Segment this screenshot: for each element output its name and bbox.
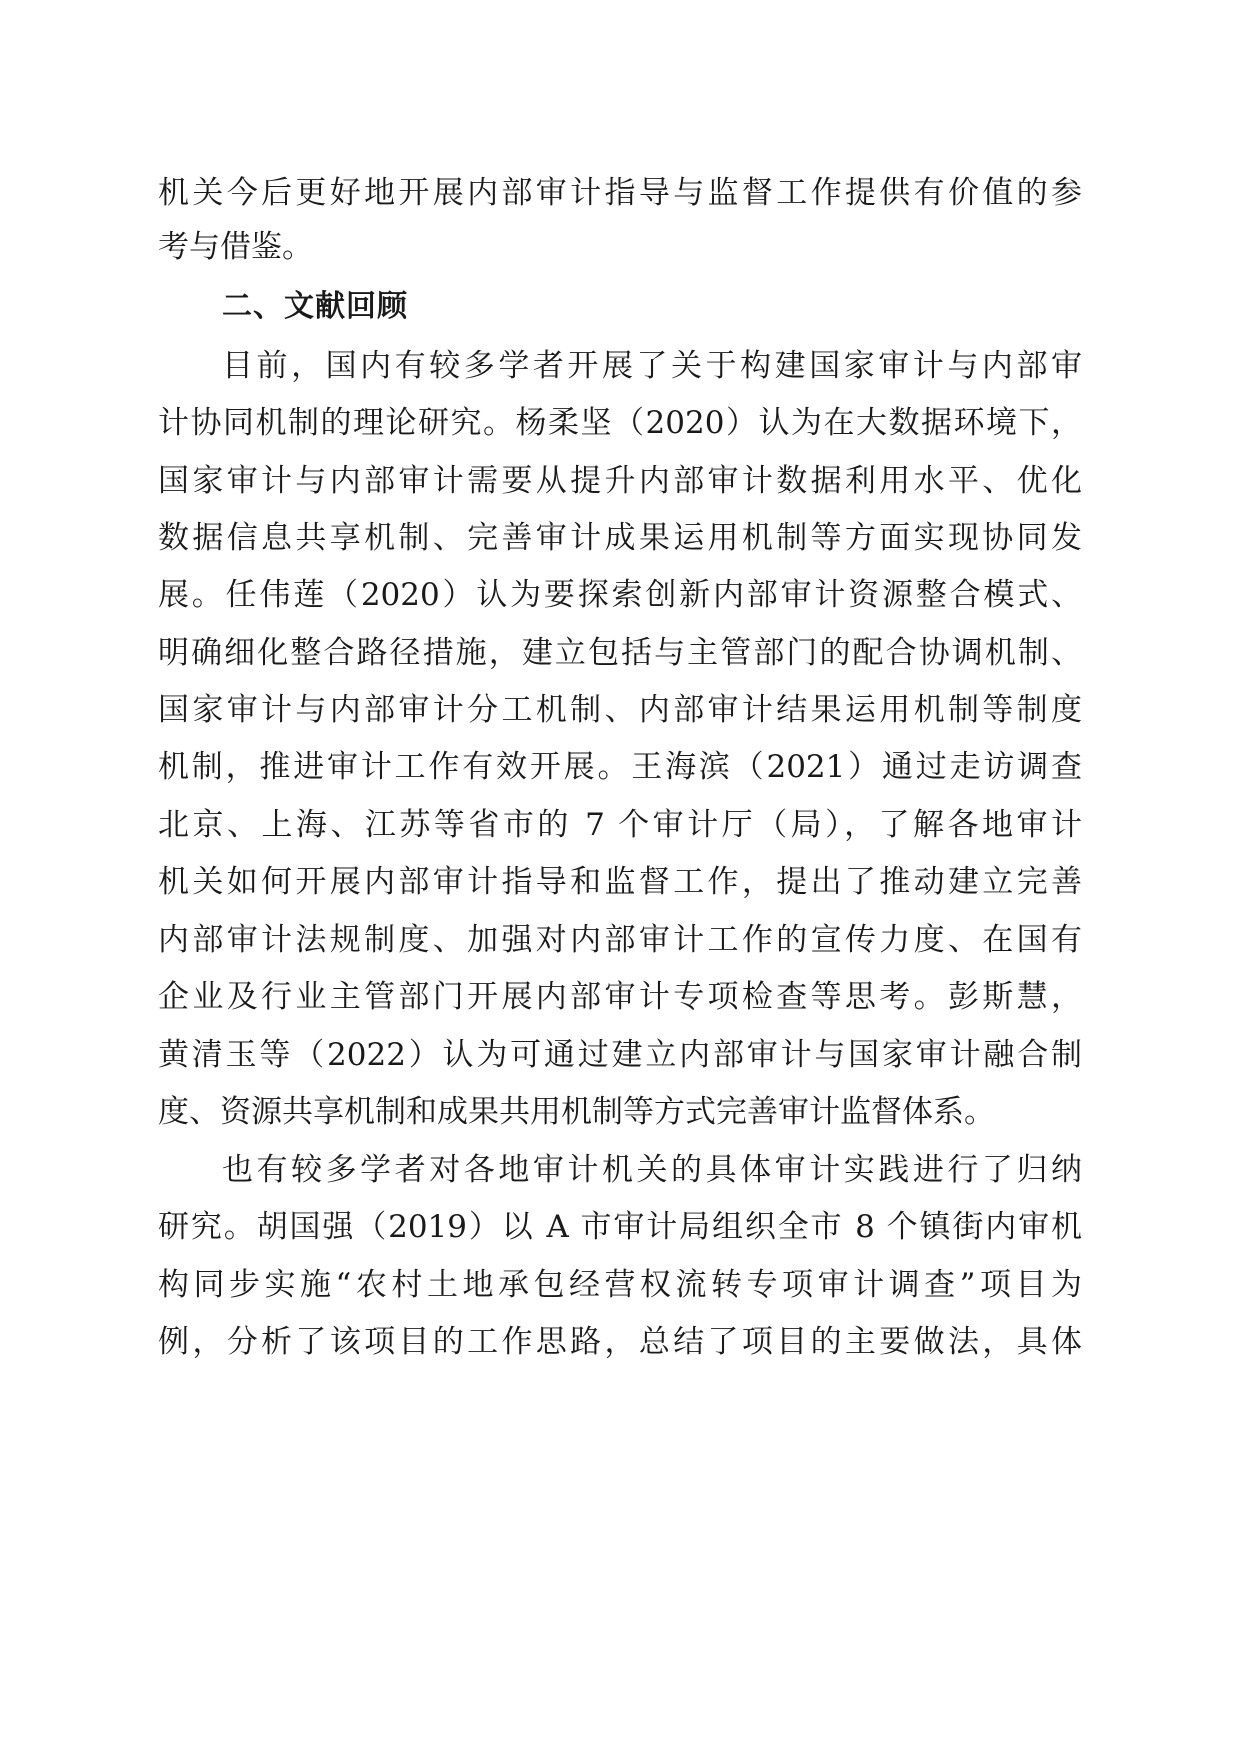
body-text-line: 机关如何开展内部审计指导和监督工作，提出了推动建立完善 [158,864,1082,900]
body-text-line: 例，分析了该项目的工作思路，总结了项目的主要做法，具体 [158,1324,1082,1360]
body-text-line: 国家审计与内部审计分工机制、内部审计结果运用机制等制度 [158,692,1082,728]
body-text-line: 构同步实施“农村土地承包经营权流转专项审计调查”项目为 [158,1267,1082,1303]
body-text-line: 研究。胡国强（2019）以 A 市审计局组织全市 8 个镇街内审机 [158,1209,1082,1245]
body-text-line: 机关今后更好地开展内部审计指导与监督工作提供有价值的参 [158,175,1082,211]
body-text-line: 计协同机制的理论研究。杨柔坚（2020）认为在大数据环境下， [158,405,1082,441]
paragraph-first-line: 目前，国内有较多学者开展了关于构建国家审计与内部审 [222,348,1082,384]
body-text-line: 数据信息共享机制、完善审计成果运用机制等方面实现协同发 [158,520,1082,556]
section-heading: 二、文献回顾 [222,289,408,324]
body-text-line: 机制，推进审计工作有效开展。王海滨（2021）通过走访调查 [158,749,1082,785]
body-text-line: 明确细化整合路径措施，建立包括与主管部门的配合协调机制、 [158,635,1082,671]
body-text-line: 展。任伟莲（2020）认为要探索创新内部审计资源整合模式、 [158,577,1082,613]
body-text-line: 企业及行业主管部门开展内部审计专项检查等思考。彭斯慧， [158,979,1082,1015]
paragraph-first-line: 也有较多学者对各地审计机关的具体审计实践进行了归纳 [222,1152,1082,1188]
body-text-line: 内部审计法规制度、加强对内部审计工作的宣传力度、在国有 [158,922,1082,958]
body-text-line: 北京、上海、江苏等省市的 7 个审计厅（局），了解各地审计 [158,807,1082,843]
body-text-line: 黄清玉等（2022）认为可通过建立内部审计与国家审计融合制 [158,1037,1082,1073]
body-text-line: 国家审计与内部审计需要从提升内部审计数据利用水平、优化 [158,463,1082,499]
body-text-line: 度、资源共享机制和成果共用机制等方式完善审计监督体系。 [158,1094,995,1130]
body-text-line: 考与借鉴。 [158,229,313,265]
